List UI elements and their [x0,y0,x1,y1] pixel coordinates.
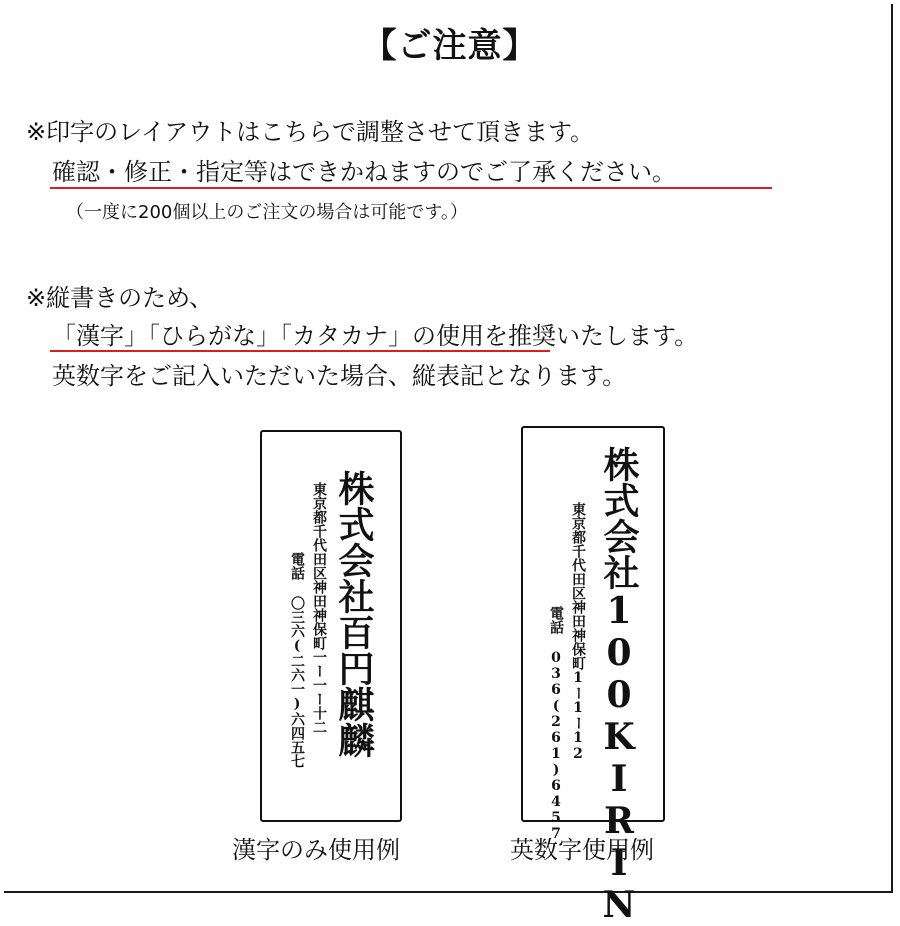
page-title: 【ご注意】 [362,26,538,66]
note-no-changes: 確認・修正・指定等はできかねますのでご了承ください。 [52,158,676,186]
caption-kanji-example: 漢字のみ使用例 [232,836,400,864]
red-underline-1 [50,187,772,189]
stamp-company-name: 株式会社百円麒麟 [333,470,375,758]
stamp-address: 東京都千代田区神田神保町一ー一ー十二 [311,482,327,734]
note-recommended-scripts: 「漢字」「ひらがな」「カタカナ」の使用を推奨いたします。 [52,322,699,350]
note-alphanumeric-vertical: 英数字をご記入いただいた場合、縦表記となります。 [52,362,627,390]
stamp-address: 東京都千代田区神田神保町1ー1ー12 [570,502,586,762]
stamp-company-name: 株式会社100KIRIN [598,446,640,926]
stamp-phone: 電話 〇三六(二六一)六四五七 [289,552,305,768]
note-layout-adjust: ※印字のレイアウトはこちらで調整させて頂きます。 [26,118,595,146]
note-vertical-writing: ※縦書きのため、 [26,284,214,312]
stamp-example-kanji [260,430,402,822]
stamp-phone: 電話 036(261)6457 [548,606,564,842]
red-underline-2 [50,350,550,352]
note-bulk-order: （一度に200個以上のご注文の場合は可能です。） [66,202,468,223]
caption-alphanumeric-example: 英数字使用例 [510,836,654,864]
